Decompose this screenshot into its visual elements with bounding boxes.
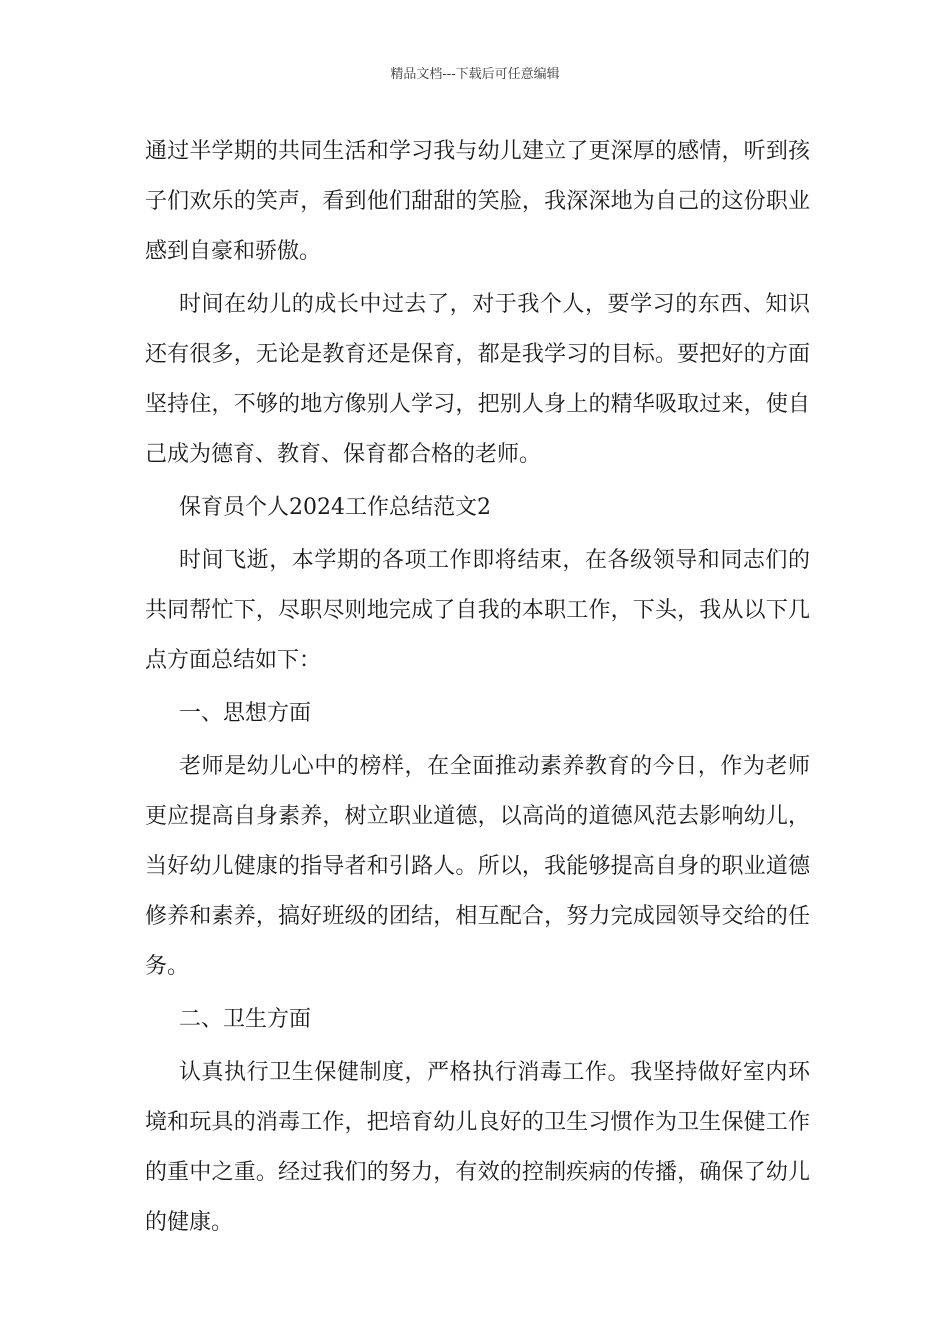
paragraph-hygiene: 认真执行卫生保健制度，严格执行消毒工作。我坚持做好室内环境和玩具的消毒工作，把培育幼儿良好的卫生习惯作为卫生保健工作的重中之重。经过我们的努力，有效的控制疾病的传播，确保了幼儿的健康。 bbox=[145, 1060, 810, 1235]
paragraph-reflection: 时间在幼儿的成长中过去了，对于我个人，要学习的东西、知识还有很多，无论是教育还是保育，都是我学习的目标。要把好的方面坚持住，不够的地方像别人学习，把别人身上的精华吸取过来，使自己成为德育、教育、保育都合格的老师。 bbox=[145, 292, 810, 467]
paragraph-intro: 时间飞逝，本学期的各项工作即将结束，在各级领导和同志们的共同帮忙下，尽职尽则地完成了自我的本职工作，下头，我从以下几点方面总结如下： bbox=[145, 548, 810, 673]
heading-thought: 一、思想方面 bbox=[179, 701, 312, 726]
paragraph-thought: 老师是幼儿心中的榜样，在全面推动素养教育的今日，作为老师更应提高自身素养，树立职业道德，以高尚的道德风范去影响幼儿，当好幼儿健康的指导者和引路人。所以，我能够提高自身的职业道德修养和素养，搞好班级的团结，相互配合，努力完成园领导交给的任务。 bbox=[145, 754, 810, 979]
document-body bbox=[145, 127, 810, 1251]
heading-hygiene: 二、卫生方面 bbox=[179, 1007, 312, 1032]
paragraph-continuation: 通过半学期的共同生活和学习我与幼儿建立了更深厚的感情，听到孩子们欢乐的笑声，看到他们甜甜的笑脸，我深深地为自己的这份职业感到自豪和骄傲。 bbox=[145, 139, 810, 264]
section-title: 保育员个人2024工作总结范文2 bbox=[179, 495, 491, 520]
page-header: 精品文档---下载后可任意编辑 bbox=[390, 67, 560, 82]
